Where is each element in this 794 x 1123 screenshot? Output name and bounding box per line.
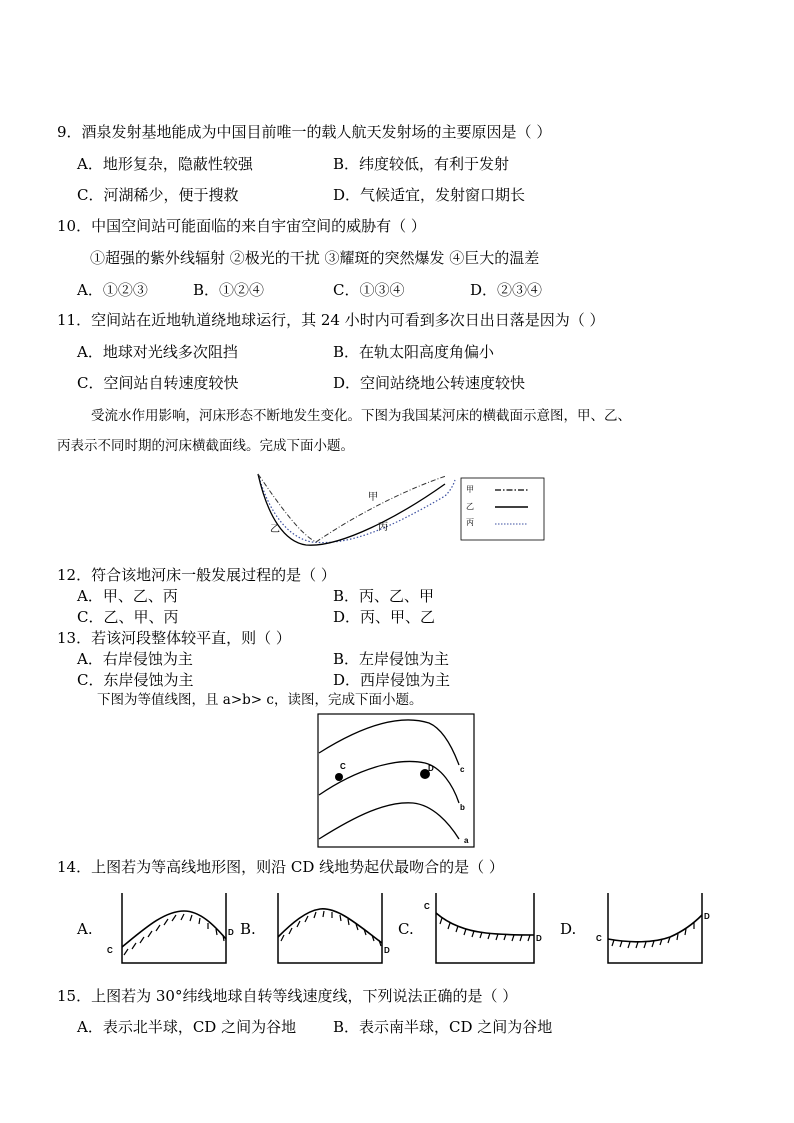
q11-option-d[interactable]: D．空间站绕地公转速度较快 [333, 374, 526, 392]
label-yi: 乙 [270, 524, 280, 535]
q14a-label-d: D [228, 928, 234, 937]
q14b-label-d: D [384, 946, 390, 955]
q10-option-b[interactable]: B．①②④ [193, 281, 265, 299]
q10-option-a[interactable]: A．①②③ [77, 281, 148, 299]
passage-intro-line1: 受流水作用影响，河床形态不断地发生变化。下图为我国某河床的横截面示意图，甲、乙、 [91, 408, 631, 424]
q12-option-b[interactable]: B．丙、乙、甲 [333, 587, 435, 605]
q10-option-c[interactable]: C．①③④ [333, 281, 405, 299]
q13-option-d[interactable]: D．西岸侵蚀为主 [333, 671, 451, 689]
q14a-label-c: C [107, 946, 113, 955]
label-jia: 甲 [368, 492, 378, 503]
q9-option-b[interactable]: B．纬度较低，有利于发射 [333, 155, 510, 173]
q9-option-d[interactable]: D．气候适宜，发射窗口期长 [333, 186, 526, 204]
q14-option-a[interactable]: A. [77, 920, 93, 938]
q12-option-c[interactable]: C．乙、甲、丙 [77, 608, 179, 626]
q13-option-b[interactable]: B．左岸侵蚀为主 [333, 650, 450, 668]
q11-option-c[interactable]: C．空间站自转速度较快 [77, 374, 239, 392]
q14c-label-d: D [536, 934, 542, 943]
q14-option-b[interactable]: B. [240, 920, 256, 938]
profile-yi-line [258, 474, 445, 545]
q12-option-d[interactable]: D．丙、甲、乙 [333, 608, 436, 626]
question-12-stem: 12．符合该地河床一般发展过程的是（ ） [57, 566, 336, 584]
point-c-label: C [340, 762, 346, 771]
legend-jia: 甲 [466, 485, 474, 494]
q15-option-a[interactable]: A．表示北半球，CD 之间为谷地 [77, 1018, 297, 1036]
q14-option-c[interactable]: C. [398, 920, 414, 938]
q14-profile-c[interactable] [420, 891, 550, 967]
label-bing: 丙 [378, 522, 388, 533]
river-cross-section-figure [250, 466, 550, 546]
q14-profile-b[interactable] [262, 891, 392, 967]
question-13-stem: 13．若该河段整体较平直，则（ ） [57, 629, 291, 647]
profile-bing-line [258, 474, 455, 543]
contour-label-c: c [460, 765, 465, 774]
q11-option-b[interactable]: B．在轨太阳高度角偏小 [333, 343, 495, 361]
legend-yi: 乙 [466, 502, 474, 511]
q12-option-a[interactable]: A．甲、乙、丙 [77, 587, 178, 605]
q13-option-c[interactable]: C．东岸侵蚀为主 [77, 671, 194, 689]
contour-map-figure [317, 713, 475, 848]
question-15-stem: 15．上图若为 30°纬线地球自转等线速度线，下列说法正确的是（ ） [57, 987, 518, 1005]
q11-option-a[interactable]: A．地球对光线多次阻挡 [77, 343, 238, 361]
passage-intro-line2: 丙表示不同时期的河床横截面线。完成下面小题。 [57, 438, 354, 454]
point-d-label: D [428, 764, 434, 773]
q10-items: ①超强的紫外线辐射 ②极光的干扰 ③耀斑的突然爆发 ④巨大的温差 [90, 249, 540, 267]
q14-profile-d[interactable] [590, 891, 716, 967]
question-11-stem: 11．空间站在近地轨道绕地球运行，其 24 小时内可看到多次日出日落是因为（ ） [57, 311, 605, 329]
question-9-stem: 9．酒泉发射基地能成为中国目前唯一的载人航天发射场的主要原因是（ ） [57, 123, 552, 141]
profile-jia-line [258, 474, 446, 542]
q14-option-d[interactable]: D. [560, 920, 577, 938]
q14d-label-c: C [596, 934, 602, 943]
point-c-marker [335, 773, 343, 781]
q13-option-a[interactable]: A．右岸侵蚀为主 [77, 650, 193, 668]
q10-option-d[interactable]: D．②③④ [470, 281, 543, 299]
q9-option-a[interactable]: A．地形复杂，隐蔽性较强 [77, 155, 253, 173]
contour-label-a: a [464, 836, 469, 845]
legend-bing: 丙 [466, 518, 474, 527]
q15-option-b[interactable]: B．表示南半球，CD 之间为谷地 [333, 1018, 553, 1036]
contour-intro: 下图为等值线图，且 a>b> c，读图，完成下面小题。 [97, 692, 423, 708]
q9-option-c[interactable]: C．河湖稀少，便于搜救 [77, 186, 239, 204]
contour-label-b: b [460, 803, 465, 812]
question-14-stem: 14．上图若为等高线地形图，则沿 CD 线地势起伏最吻合的是（ ） [57, 858, 504, 876]
q14c-label-c: C [424, 902, 430, 911]
question-10-stem: 10．中国空间站可能面临的来自宇宙空间的威胁有（ ） [57, 217, 426, 235]
q14d-label-d: D [704, 912, 710, 921]
q14-profile-a[interactable] [104, 891, 234, 967]
